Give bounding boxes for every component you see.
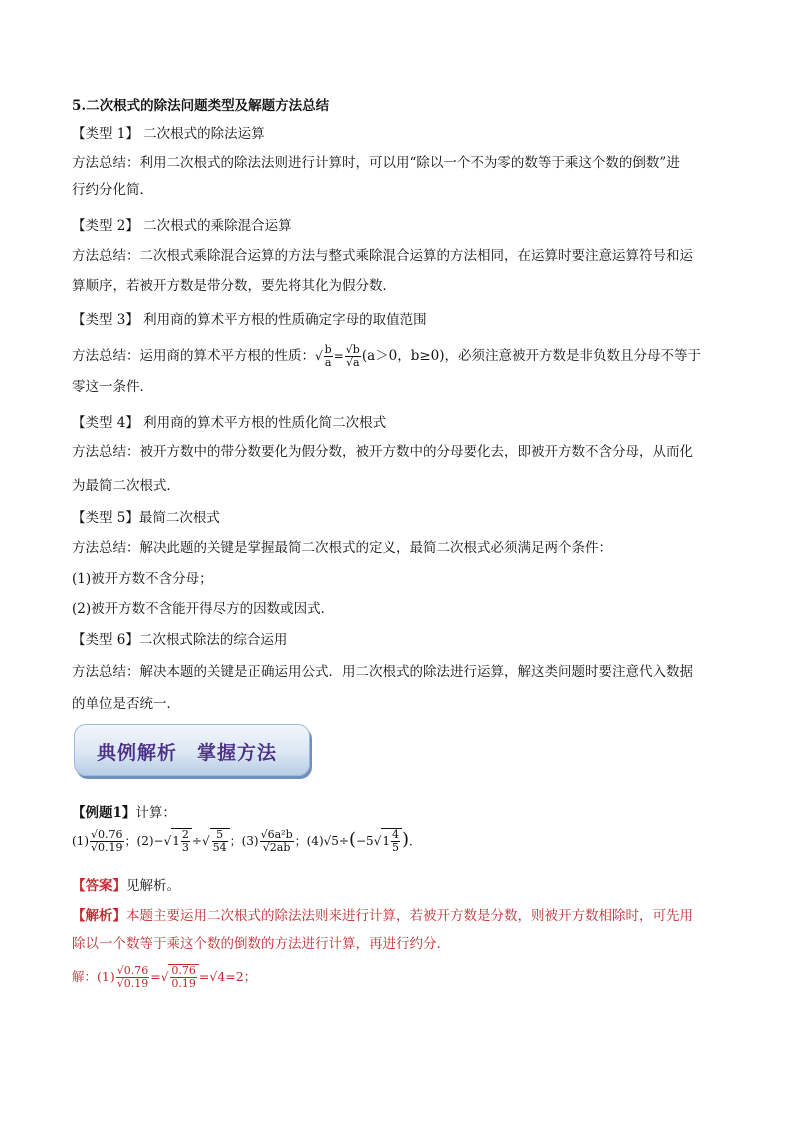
- quotient-root-formula: √ $\frac{b}{a}$ = $\frac{√b}{√a}$: [315, 343, 360, 369]
- example-1-analysis-line-2: 除以一个数等于乘这个数的倒数的方法进行计算，再进行约分．: [72, 936, 450, 952]
- answer-label: 【答案】: [72, 878, 126, 894]
- type-2-method-line-1: 方法总结：二次根式乘除混合运算的方法与整式乘除混合运算的方法相同，在运算时要注意运算符号和运: [72, 248, 693, 264]
- analysis-label: 【解析】: [72, 908, 126, 924]
- solution-prefix: 解：(1): [72, 969, 115, 984]
- example-1-analysis-line-1: [72, 906, 693, 926]
- type-5-method-line-2: (1)被开方数不含分母；: [72, 571, 213, 587]
- section-banner: [74, 724, 310, 776]
- type-4-method-line-2: 为最简二次根式．: [72, 478, 180, 494]
- type-4-method-line-1: 方法总结：被开方数中的带分数要化为假分数，被开方数中的分母要化去，即被开方数不含分母，从而化: [72, 444, 693, 460]
- type-4-label: 【类型 4】 利用商的算术平方根的性质化简二次根式: [72, 415, 387, 431]
- example-1-label: 【例题1】: [72, 805, 136, 821]
- type-3-label: 【类型 3】 利用商的算术平方根的性质确定字母的取值范围: [72, 312, 427, 328]
- type-6-method-line-1: 方法总结：解决本题的关键是正确运用公式．用二次根式的除法进行运算，解这类问题时要注意代入数据: [72, 664, 693, 680]
- type-3-method-condition: (a＞0，b≥0)，必须注意被开方数是非负数且分母不等于: [361, 348, 702, 364]
- type-2-label: 【类型 2】 二次根式的乘除混合运算: [72, 218, 292, 234]
- example-1-solution: 解：(1) $\frac{√0.76}{√0.19}$ =√ $\frac{0.76}{0.19}$ =√4=2；: [72, 964, 257, 990]
- type-6-method-line-2: 的单位是否统一．: [72, 696, 180, 712]
- type-5-method-line-3: (2)被开方数不含能开得尽方的因数或因式．: [72, 601, 335, 617]
- type-5-label: 【类型 5】最简二次根式: [72, 510, 220, 526]
- example-1-answer: [72, 876, 180, 896]
- type-5-method-line-1: 方法总结：解决此题的关键是掌握最简二次根式的定义，最简二次根式必须满足两个条件：: [72, 540, 612, 556]
- type-2-method-line-2: 算顺序，若被开方数是带分数，要先将其化为假分数．: [72, 278, 396, 294]
- answer-text: 见解析。: [126, 878, 180, 894]
- banner-title: 典例解析 掌握方法: [97, 742, 278, 764]
- type-1-method-line-2: 行约分化简．: [72, 182, 153, 198]
- type-6-label: 【类型 6】二次根式除法的综合运用: [72, 632, 288, 648]
- type-3-method-prefix: 方法总结：运用商的算术平方根的性质：: [72, 348, 315, 364]
- type-3-method-line-2: 零这一条件．: [72, 379, 153, 395]
- type-3-method-line-1: [72, 344, 701, 369]
- example-1-heading: [72, 803, 176, 823]
- analysis-text-1: 本题主要运用二次根式的除法法则来进行计算，若被开方数是分数，则被开方数相除时，可先用: [126, 908, 693, 924]
- solution-result: =√4=2；: [198, 969, 257, 984]
- type-1-label: 【类型 1】 二次根式的除法运算: [72, 126, 265, 142]
- section-title: 5.二次根式的除法问题类型及解题方法总结: [72, 98, 330, 114]
- example-1-prompt: 计算：: [135, 805, 176, 821]
- type-1-method-line-1: 方法总结：利用二次根式的除法法则进行计算时，可以用“除以一个不为零的数等于乘这个数的倒数”进: [72, 155, 680, 171]
- example-1-expressions: (1) $\frac{√0.76}{√0.19}$ ；(2)−√1 $\frac{2}{3}$ ÷√ $\frac{5}{54}$ ；(3) $\frac{\text{√6a²b}}{√2ab}$ ；(4)√5÷(−5√1 $\frac{4}{5}$ )．: [72, 828, 422, 854]
